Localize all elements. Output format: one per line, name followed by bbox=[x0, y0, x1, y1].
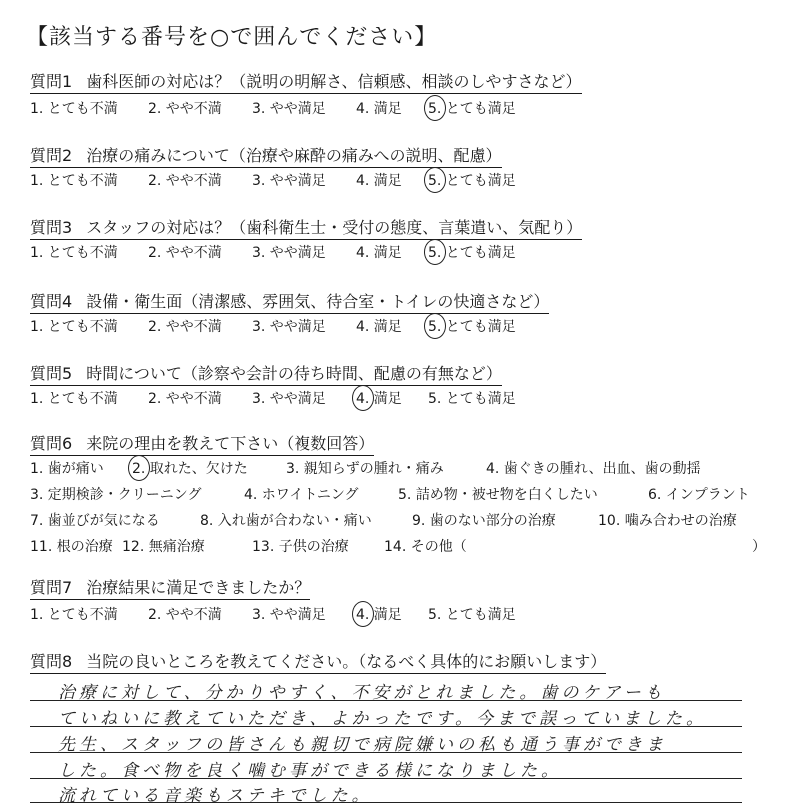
question-3-title bbox=[30, 218, 582, 240]
q2-option-1[interactable]: 1. とても不満 bbox=[30, 173, 118, 189]
q6-selected-circle bbox=[128, 455, 150, 481]
q3-option-5[interactable]: 5. とても満足 bbox=[428, 245, 516, 261]
question-1-title bbox=[30, 72, 582, 94]
q6-option-12[interactable]: 10. 噛み合わせの治療 bbox=[598, 513, 737, 529]
q6-option-15[interactable]: 13. 子供の治療 bbox=[252, 539, 349, 555]
question-1-number: 質問1 bbox=[30, 72, 73, 91]
question-2-number: 質問2 bbox=[30, 146, 73, 165]
q6-option-3[interactable]: 3. 親知らずの腫れ・痛み bbox=[286, 461, 444, 477]
q6-option-16[interactable]: 14. その他（ bbox=[384, 539, 467, 555]
q6-option-2[interactable]: 2. 取れた、欠けた bbox=[132, 461, 248, 477]
answer-line-1: 治療に対して、分かりやすく、不安がとれました。歯のケアーも bbox=[58, 683, 666, 703]
question-3-text: スタッフの対応は？（歯科衛生士・受付の態度、言葉遣い、気配り） bbox=[86, 218, 583, 237]
q6-option-4[interactable]: 4. 歯ぐきの腫れ、出血、歯の動揺 bbox=[486, 461, 701, 477]
q1-selected-circle bbox=[424, 95, 446, 121]
q1-option-1[interactable]: 1. とても不満 bbox=[30, 101, 118, 117]
question-6-title bbox=[30, 434, 374, 456]
q6-option-5[interactable]: 3. 定期検診・クリーニング bbox=[30, 487, 202, 503]
question-1-text: 歯科医師の対応は？（説明の明解さ、信頼感、相談のしやすさなど） bbox=[86, 72, 582, 91]
q4-selected-circle bbox=[424, 313, 446, 339]
question-2-text: 治療の痛みについて（治療や麻酔の痛みへの説明、配慮） bbox=[86, 146, 502, 165]
q6-option-10[interactable]: 8. 入れ歯が合わない・痛い bbox=[200, 513, 372, 529]
q5-option-1[interactable]: 1. とても不満 bbox=[30, 391, 118, 407]
q5-option-5[interactable]: 5. とても満足 bbox=[428, 391, 516, 407]
q4-option-4[interactable]: 4. 満足 bbox=[356, 319, 402, 335]
question-4-text: 設備・衛生面（清潔感、雰囲気、待合室・トイレの快適さなど） bbox=[86, 292, 550, 311]
q6-option-7[interactable]: 5. 詰め物・被せ物を白くしたい bbox=[398, 487, 598, 503]
q4-option-5[interactable]: 5. とても満足 bbox=[428, 319, 516, 335]
q5-option-2[interactable]: 2. やや不満 bbox=[148, 391, 222, 407]
q2-option-3[interactable]: 3. やや満足 bbox=[252, 173, 326, 189]
q6-other-close-paren: ） bbox=[752, 539, 766, 555]
q2-option-2[interactable]: 2. やや不満 bbox=[148, 173, 222, 189]
answer-line-3: 先生、スタッフの皆さんも親切で病院嫌いの私も通う事ができま bbox=[58, 735, 667, 755]
question-6-number: 質問6 bbox=[30, 434, 73, 453]
q7-option-4[interactable]: 4. 満足 bbox=[356, 607, 402, 623]
q6-option-1[interactable]: 1. 歯が痛い bbox=[30, 461, 104, 477]
q3-option-1[interactable]: 1. とても不満 bbox=[30, 245, 118, 261]
q5-option-4[interactable]: 4. 満足 bbox=[356, 391, 402, 407]
answer-line-2: ていねいに教えていただき、よかったです。今まで誤っていました。 bbox=[58, 709, 707, 729]
question-7-number: 質問7 bbox=[30, 578, 73, 597]
q6-option-14[interactable]: 12. 無痛治療 bbox=[122, 539, 205, 555]
question-2-title bbox=[30, 146, 502, 168]
question-5-number: 質問5 bbox=[30, 364, 73, 383]
question-4-number: 質問4 bbox=[30, 292, 73, 311]
question-8-text: 当院の良いところを教えてください。（なるべく具体的にお願いします） bbox=[86, 652, 607, 671]
question-4-title bbox=[30, 292, 549, 314]
q3-option-3[interactable]: 3. やや満足 bbox=[252, 245, 326, 261]
q4-option-3[interactable]: 3. やや満足 bbox=[252, 319, 326, 335]
q6-option-13[interactable]: 11. 根の治療 bbox=[30, 539, 113, 555]
q6-option-9[interactable]: 7. 歯並びが気になる bbox=[30, 513, 160, 529]
q7-option-3[interactable]: 3. やや満足 bbox=[252, 607, 326, 623]
q2-option-5[interactable]: 5. とても満足 bbox=[428, 173, 516, 189]
q3-selected-circle bbox=[424, 239, 446, 265]
q7-option-2[interactable]: 2. やや不満 bbox=[148, 607, 222, 623]
question-5-text: 時間について（診察や会計の待ち時間、配慮の有無など） bbox=[86, 364, 502, 383]
q5-option-3[interactable]: 3. やや満足 bbox=[252, 391, 326, 407]
q3-option-4[interactable]: 4. 満足 bbox=[356, 245, 402, 261]
answer-line-5: 流れている音楽もステキでした。 bbox=[58, 786, 373, 806]
q2-option-4[interactable]: 4. 満足 bbox=[356, 173, 402, 189]
question-7-text: 治療結果に満足できましたか？ bbox=[86, 578, 311, 597]
q1-option-5[interactable]: 5. とても満足 bbox=[428, 101, 516, 117]
q4-option-2[interactable]: 2. やや不満 bbox=[148, 319, 222, 335]
q6-option-6[interactable]: 4. ホワイトニング bbox=[244, 487, 359, 503]
answer-line-4: した。食べ物を良く噛む事ができる様になりました。 bbox=[58, 761, 562, 781]
q6-option-11[interactable]: 9. 歯のない部分の治療 bbox=[412, 513, 556, 529]
q1-option-4[interactable]: 4. 満足 bbox=[356, 101, 402, 117]
q3-option-2[interactable]: 2. やや不満 bbox=[148, 245, 222, 261]
q5-selected-circle bbox=[352, 385, 374, 411]
instruction-heading: 【該当する番号を○で囲んでください】 bbox=[26, 25, 438, 50]
question-7-title bbox=[30, 578, 310, 600]
question-8-title bbox=[30, 652, 606, 674]
question-8-number: 質問8 bbox=[30, 652, 73, 671]
q7-selected-circle bbox=[352, 601, 374, 627]
question-8-answer-area[interactable] bbox=[30, 678, 742, 806]
q2-selected-circle bbox=[424, 167, 446, 193]
question-5-title bbox=[30, 364, 502, 386]
q7-option-1[interactable]: 1. とても不満 bbox=[30, 607, 118, 623]
q1-option-3[interactable]: 3. やや満足 bbox=[252, 101, 326, 117]
q4-option-1[interactable]: 1. とても不満 bbox=[30, 319, 118, 335]
question-3-number: 質問3 bbox=[30, 218, 73, 237]
question-6-text: 来院の理由を教えて下さい（複数回答） bbox=[86, 434, 375, 453]
q6-option-8[interactable]: 6. インプラント bbox=[648, 487, 750, 503]
q1-option-2[interactable]: 2. やや不満 bbox=[148, 101, 222, 117]
q7-option-5[interactable]: 5. とても満足 bbox=[428, 607, 516, 623]
